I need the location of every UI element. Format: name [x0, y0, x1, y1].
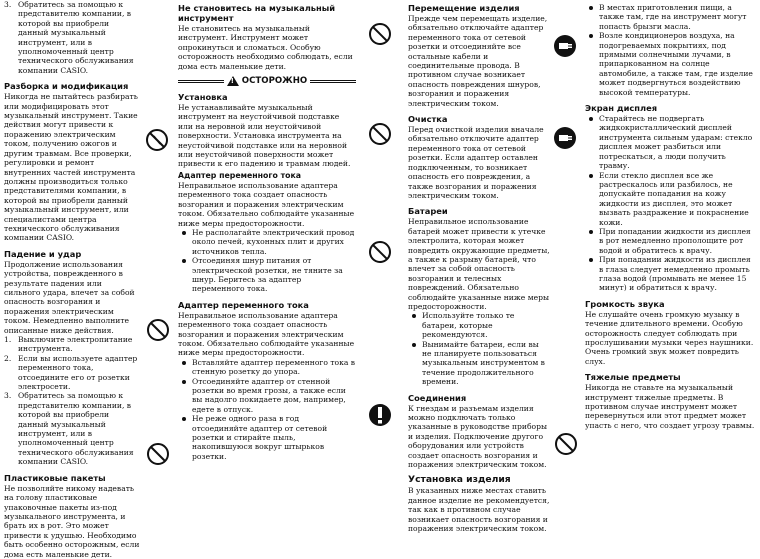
prohibition-icon	[554, 432, 578, 456]
heading-batteries: Батареи	[408, 206, 448, 217]
prohibition-icon	[146, 442, 170, 466]
prohibition-icon	[146, 318, 170, 342]
column-1	[4, 0, 140, 559]
heading-display: Экран дисплея	[585, 103, 658, 114]
list-item: 2. Если вы используете адаптер переменного тока, отсоедините его от розетки электросети.	[4, 353, 138, 392]
list-item: 3. Обратитесь за помощью к представителю компании, в которой вы приобрели данный музыкальный инструмент, или в уполномоченный центр технического обслуживания компании CASIO.	[4, 391, 134, 467]
paragraph-adapter: Неправильное использование адаптера переменного тока создает опасность возгорания и поражения электрическим током. Обязательно соблюдайте указанные ниже меры предосторожности.	[178, 180, 355, 228]
list-item: Отсоединяйте адаптер от стенной розетки во время грозы, а также если вы надолго покидаете дом, например, едете в отпуск.	[178, 377, 356, 415]
list-item: При попадании жидкости из дисплея в рот немедленно прополощите рот водой и обратитесь к врачу.	[585, 227, 755, 255]
list-item: 3. Обратитесь за помощью к представителю компании, в которой вы приобрели данный музыкальный инструмент, или в уполномоченный центр технического обслуживания компании CASIO.	[4, 0, 134, 75]
heading-bags: Пластиковые пакеты	[4, 472, 106, 483]
heading-disassembly: Разборка и модификация	[4, 81, 129, 92]
list-item: 1. Выключите электропитание инструмента.	[4, 335, 133, 354]
paragraph-adapter-2: Неправильное использование адаптера переменного тока создает опасность возгорания и поражения электрическим током. Обязательно соблюдайте указанные ниже меры предосторожности.	[178, 310, 355, 358]
caution-label: ОСТОРОЖНО	[241, 76, 308, 87]
paragraph-connections: К гнездам и разъемам изделия можно подключать только указанные в руководстве приборы и изделия. Подключение другого оборудования или устройств создает опасность возгорания и поражения электрическим током.	[408, 403, 548, 470]
prohibition-icon	[368, 122, 392, 146]
paragraph-disassembly: Никогда не пытайтесь разбирать или модифицировать этот музыкальный инструмент. Такие действия могут привести к поражению электрическим током, получению ожогов и другим травмам. Все проверки, регулировки и ремонт внутренних частей инструмента должны производиться только представителями компании, в которой вы приобрели данный музыкальный инструмент, или специалистами центра технического обслуживания компании CASIO.	[4, 92, 138, 243]
list-item: Если стекло дисплея все же растрескалось или разбилось, не допускайте попадания на кожу жидкости из дисплея, это может вызвать раздражение и покраснение кожи.	[585, 171, 755, 227]
no-disassemble-icon	[145, 128, 169, 152]
paragraph-heavy: Никогда не ставьте на музыкальный инструмент тяжелые предметы. В противном случае инструмент может перевернуться или этот предмет может упасть с него, что создает угрозу травмы.	[585, 383, 755, 430]
unplug-icon	[553, 34, 577, 58]
column-4	[585, 0, 755, 479]
list-item: При попадании жидкости из дисплея в глаза следует немедленно промыть глаза водой (промывать не менее 15 минут) и обратиться к врачу.	[585, 255, 755, 293]
paragraph-move: Прежде чем перемещать изделие, обязательно отключайте адаптер переменного тока от сетевой розетки и отсоединяйте все остальные кабели и соединительные провода. В противном случае возникает опасность повреждения шнуров, возгорания и поражения электрическим током.	[408, 14, 548, 108]
list-item: Не реже одного раза в год отсоединяйте адаптер от сетевой розетки и стирайте пыль, накопившуюся вокруг штырьков розетки.	[178, 414, 356, 461]
paragraph-bags: Не позволяйте никому надевать на голову пластиковые упаковочные пакеты из-под музыкального инструмента, и брать их в рот. Это может привести к удушью. Необходимо быть особенно осторожным, если дома есть маленькие дети.	[4, 483, 140, 559]
heading-adapter-2: Адаптер переменного тока	[178, 299, 309, 310]
subheading-adapter: Адаптер переменного тока	[178, 170, 301, 180]
paragraph-placement: В указанных ниже местах ставить данное изделие не рекомендуется, так как в противном случае возникает опасность возгорания и поражения электрическим током.	[408, 486, 550, 534]
paragraph-volume: Не слушайте очень громкую музыку в течение длительного времени. Особую осторожность следует соблюдать при прослушивании музыки через наушники. Очень громкий звук может повредить слух.	[585, 309, 754, 366]
heading-install: Установка	[178, 92, 228, 103]
heading-move: Перемещение изделия	[408, 3, 520, 13]
list-item: Старайтесь не подвергать жидкокристаллический дисплей инструмента сильным ударам: стекло дисплея может разбиться или потрескаться, а люди получить травму.	[585, 114, 755, 170]
heading-fall: Падение и удар	[4, 248, 82, 259]
unplug-icon	[553, 126, 577, 150]
column-3	[408, 0, 550, 534]
heading-heavy: Тяжелые предметы	[585, 372, 681, 383]
paragraph-clean: Перед очисткой изделия вначале обязательно отключите адаптер переменного тока от сетевой розетки. Если адаптер оставлен подключенным, то возникает опасность его повреждения, а также возгорания и поражения электрическим током.	[408, 125, 544, 200]
warning-triangle-icon: !	[227, 76, 239, 86]
paragraph-fall: Продолжение использования устройства, поврежденного в результате падения или сильного удара, влечет за собой опасность возгорания и поражения электрическим током. Немедленно выполните описанные ниже действия.	[4, 259, 135, 335]
paragraph-install: Не устанавливайте музыкальный инструмент на неустойчивой подставке или на неровной или неустойчивой поверхности. Установка инструмента на неустойчивой подставке или на неровной или неустойчивой поверхности может привести к его падению и травмам людей.	[178, 103, 351, 169]
prohibition-icon	[368, 22, 392, 46]
list-item: В местах приготовления пищи, а также там, где на инструмент могут попасть брызги масла.	[585, 3, 755, 31]
heading-connections: Соединения	[408, 392, 467, 403]
column-2	[178, 0, 356, 479]
heading-placement: Установка изделия	[408, 474, 511, 486]
heading-stand: Не становитесь на музыкальный инструмент	[178, 3, 336, 23]
heading-clean: Очистка	[408, 114, 448, 125]
paragraph-batteries: Неправильное использование батарей может привести к утечке электролита, которая может повредить окружающие предметы, а также к разрыву батарей, что влечет за собой опасность возгорания и телесных повреждений. Обязательно соблюдайте указанные ниже меры предосторожности.	[408, 217, 550, 311]
caution-banner	[178, 76, 356, 86]
list-item: Используйте только те батареи, которые рекомендуются.	[408, 311, 550, 339]
heading-volume: Громкость звука	[585, 298, 665, 309]
paragraph-stand: Не становитесь на музыкальный инструмент. Инструмент может опрокинуться и сломаться. Особую осторожность необходимо соблюдать, если дома есть маленькие дети.	[178, 24, 353, 71]
list-item: Вставляйте адаптер переменного тока в стенную розетку до упора.	[178, 358, 356, 377]
prohibition-icon	[368, 240, 392, 264]
list-item: Отсоединяя шнур питания от электрической розетки, не тяните за шнур. Беритесь за адаптер переменного тока.	[178, 256, 356, 294]
list-item: Возле кондиционеров воздуха, на подогреваемых покрытиях, под прямыми солнечными лучами, в припаркованном на солнце автомобиле, а также там, где изделие может подвергнуться воздействию высокой температуры.	[585, 31, 755, 97]
exclamation-icon	[369, 402, 391, 428]
list-item: Не располагайте электрический провод около печей, кухонных плит и других источников тепла.	[178, 228, 356, 256]
list-item: Вынимайте батареи, если вы не планируете пользоваться музыкальным инструментом в течение продолжительного времени.	[408, 340, 550, 387]
